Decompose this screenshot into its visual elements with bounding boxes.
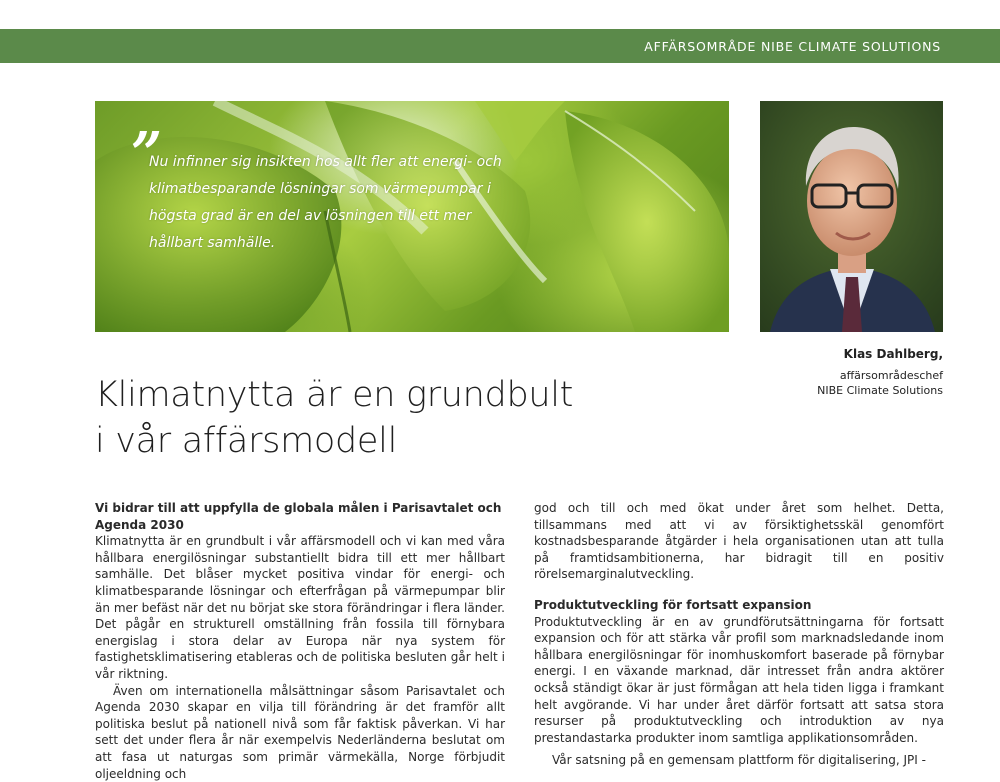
portrait-photo <box>760 101 943 332</box>
portrait-name: Klas Dahlberg, <box>843 347 943 361</box>
quote-mark-icon: ” <box>131 117 163 189</box>
left-paragraph-1: Klimatnytta är en grundbult i vår affärsmodell och vi kan med våra hållbara energilösningar substantiellt bidra till ett mer hållbart samhälle. Det blåser mycket positiva vindar för energi- och klimatbesparande lösningar och efterfrågan på värmepumpar blir än mer befäst när det nu börjat ske stora förändringar i flera länder. Det pågår en strukturell omställning från fossila till förnybara energislag i stora delar av Europa när nya system för fastighetsklimatisering etableras och de politiska besluten går helt i vår riktning. <box>95 534 505 681</box>
article-column-left <box>95 500 505 782</box>
left-heading: Vi bidrar till att uppfylla de globala målen i Parisavtalet och Agenda 2030 <box>95 501 502 532</box>
right-paragraph-3: Vår satsning på en gemensam plattform för digitalisering, JPI - <box>552 753 926 768</box>
left-paragraph-2: Även om internationella målsättningar såsom Parisavtalet och Agenda 2030 skapar en vilja till förändring är det framför allt politiska beslut på nationell nivå som får faktisk påverkan. Vi har sett det under flera år när exempelvis Nederländerna beslutat om att fasa ut naturgas som primär värmekälla, Norge förbjudit oljeeldning och <box>95 683 505 781</box>
article-title <box>95 372 655 464</box>
right-paragraph-2: Produktutveckling är en av grundförutsättningarna för fortsatt expansion och för att stärka vår profil som marknadsledande inom hållbara energilösningar för inomhuskomfort baserade på förnybar energi. I en växande marknad, där intresset från andra aktörer också ständigt ökar är just förmågan att hela tiden ligga i framkant helt avgörande. Vi har under året därför fortsatt att satsa stora resurser på produktutveckling och introduktion av nya prestandastarka produkter inom samtliga applikationsområden. <box>534 614 944 745</box>
article-column-right <box>534 500 944 769</box>
right-paragraph-1: god och till och med ökat under året som helhet. Detta, tillsammans med att vi av försiktighetsskäl genomfört kostnadsbesparande åtgärder i hela organisationen utan att tulla på framtidsambitionerna, har bidragit till en positiv rörelsemarginalutveckling. <box>534 501 944 582</box>
pull-quote: Nu infinner sig insikten hos allt fler att energi- och klimatbesparande lösningar som värmepumpar i högsta grad är en del av lösningen till ett mer hållbart samhälle. <box>149 154 502 251</box>
title-line-2: i vår affärsmodell <box>95 421 397 461</box>
hero-image <box>95 101 729 332</box>
section-label: AFFÄRSOMRÅDE NIBE CLIMATE SOLUTIONS <box>644 39 941 54</box>
section-banner <box>0 29 1000 63</box>
title-line-1: Klimatnytta är en grundbult <box>95 375 574 415</box>
portrait-illustration <box>760 101 943 332</box>
right-heading: Produktutveckling för fortsatt expansion <box>534 597 812 612</box>
portrait-organization: NIBE Climate Solutions <box>817 384 943 397</box>
portrait-role: affärsområdeschef <box>839 369 943 382</box>
